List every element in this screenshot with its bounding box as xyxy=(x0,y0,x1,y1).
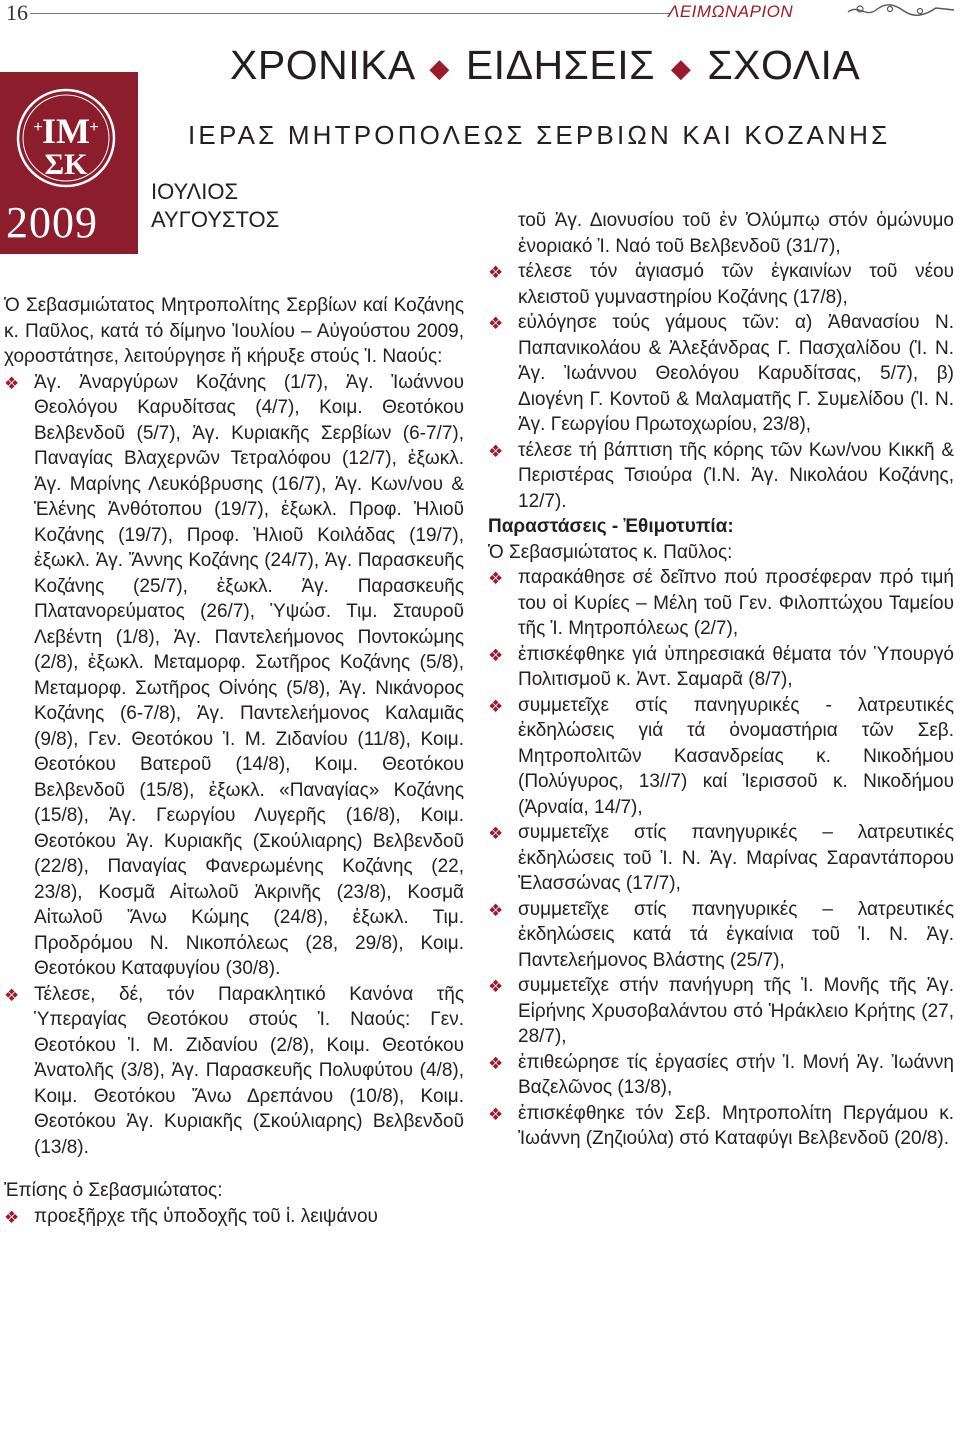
svg-text:ΙΜ: ΙΜ xyxy=(42,111,90,151)
diamond-bullet-icon: ❖ xyxy=(488,314,504,333)
intro-paragraph: Ὁ Σεβασμιώτατος Μητροπολίτης Σερβίων καί Κοζάνης κ. Παῦλος, κατά τό δίμηνο Ἰουλίου – Αὐγούστου 2009, χοροστάτησε, λειτούργησε ἤ κήρυξε στούς Ἱ. Ναούς: xyxy=(4,295,464,367)
year-label: 2009 xyxy=(6,198,98,247)
diamond-bullet-icon: ❖ xyxy=(4,1207,20,1227)
second-intro: Ἐπίσης ὁ Σεβασμιώτατος: xyxy=(4,1180,223,1201)
list-item xyxy=(488,565,954,642)
svg-text:ΣΚ: ΣΚ xyxy=(44,148,88,181)
list-item-text: ἐπιθεώρησε τίς ἐργασίες στήν Ἱ. Μονή Ἁγ. Ἰωάννη Βαζελῶνος (13/8), xyxy=(518,1051,954,1098)
list-item-text: συμμετεῖχε στίς πανηγυρικές – λατρευτικές ἐκδηλώσεις κατά τά ἐγκαίνια τοῦ Ἱ. Ν. Ἁγ. Παντελεήμονος Βλάστης (25/7), xyxy=(518,898,954,971)
diamond-bullet-icon: ❖ xyxy=(488,977,504,996)
list-item-text: Τέλεσε, δέ, τόν Παρακλητικό Κανόνα τῆς Ὑπεραγίας Θεοτόκου στούς Ἱ. Ναούς: Γεν. Θεοτόκου Ἱ. Μ. Ζιδανίου (2/8), Κοιμ. Θεοτόκου Ἀνατολῆς (3/8), Ἁγ. Παρασκευῆς Πολυφύτου (4/8), Κοιμ. Θεοτόκου Ἄνω Δρεπάνου (10/8), Κοιμ. Θεοτόκου Ἁγ. Κυριακῆς (Σκούλιαρης) Βελβενδοῦ (13/8). xyxy=(34,983,464,1158)
title-part: ΣΧΟΛΙΑ xyxy=(707,42,861,88)
list-item-text: προεξῆρχε τῆς ὑποδοχῆς τοῦ ἱ. λειψάνου xyxy=(34,1205,378,1227)
section-heading: Παραστάσεις - Ἐθιμοτυπία: xyxy=(488,516,734,537)
svg-text:+: + xyxy=(33,119,43,136)
header-rule xyxy=(30,13,670,14)
diamond-icon: ◆ xyxy=(429,52,450,83)
diamond-bullet-icon: ❖ xyxy=(488,645,504,665)
list-item xyxy=(488,438,954,515)
right-column xyxy=(488,208,954,1152)
list-item-text: συμμετεῖχε στίς πανηγυρικές – λατρευτικές ἐκδηλώσεις τοῦ Ἱ. Ν. Ἁγ. Μαρίνας Σαραντάπορου Ἐλασσώνας (17/7), xyxy=(518,822,954,894)
list-item-text: τέλεσε τή βάπτιση τῆς κόρης τῶν Κων/νου Κικκῆ & Περιστέρας Τσιούρα (Ἱ.Ν. Ἁγ. Νικολάου Κοζάνης, 12/7). xyxy=(518,439,954,512)
list-item-text: συμμετεῖχε στίς πανηγυρικές - λατρευτικές ἐκδηλώσεις γιά τά ὀνομαστήρια τῶν Σεβ. Μητροπολιτῶν Κασανδρείας κ. Νικοδήμου (Πολύγυρος, 13//7) καί Ἱερισσοῦ κ. Νικοδήμου (Ἀρναία, 14/7), xyxy=(518,694,954,818)
scroll-ornament-icon xyxy=(846,2,956,18)
diamond-bullet-icon: ❖ xyxy=(488,1104,504,1124)
svg-text:+: + xyxy=(89,119,99,136)
month: ΙΟΥΛΙΟΣ xyxy=(151,179,239,204)
list-item-text: παρακάθησε σέ δεῖπνο πού προσέφεραν πρό τιμή του οἱ Κυρίες – Μέλη τοῦ Γεν. Φιλοπτώχου Ταμείου τῆς Ἱ. Μητροπόλεως (2/7), xyxy=(518,567,954,639)
metropolis-subtitle: ΙΕΡΑΣ ΜΗΤΡΟΠΟΛΕΩΣ ΣΕΡΒΙΩΝ ΚΑΙ ΚΟΖΑΝΗΣ xyxy=(188,120,891,150)
list-item-text: εὐλόγησε τούς γάμους τῶν: α) Ἀθανασίου Ν. Παπανικολάου & Ἀλεξάνδρας Γ. Πασχαλίδου (Ἱ. Ν. Ἁγ. Ἰωάννου Θεολόγου Καρυδίτσας, 5/7), β) Διογένη Γ. Κοντοῦ & Μαλαματῆς Γ. Συμελίδου (Ἱ. Ν. Ἁγ. Γεωργίου Πρωτοχωρίου, 23/8), xyxy=(518,312,954,435)
title-part: ΕΙΔΗΣΕΙΣ xyxy=(465,42,655,88)
list-item xyxy=(488,897,954,974)
diamond-bullet-icon: ❖ xyxy=(488,569,504,588)
list-item xyxy=(488,259,954,310)
diamond-bullet-icon: ❖ xyxy=(488,441,504,461)
list-item xyxy=(4,982,464,1161)
magazine-name: ΛΕΙΜΩΝΑΡΙΟΝ xyxy=(668,2,794,21)
list-item xyxy=(488,310,954,438)
months-label xyxy=(151,178,279,234)
month: ΑΥΓΟΥΣΤΟΣ xyxy=(151,207,280,232)
list-item xyxy=(488,1050,954,1101)
list-item-text: ἐπισκέφθηκε γιά ὑπηρεσιακά θέματα τόν Ὑπουργό Πολιτισμοῦ κ. Ἀντ. Σαμαρᾶ (8/7), xyxy=(518,643,954,690)
diamond-bullet-icon: ❖ xyxy=(488,263,504,282)
diamond-icon: ◆ xyxy=(670,52,692,83)
diamond-bullet-icon: ❖ xyxy=(488,900,504,920)
list-item xyxy=(4,1204,464,1230)
diamond-bullet-icon: ❖ xyxy=(488,824,504,843)
diamond-bullet-icon: ❖ xyxy=(488,696,504,716)
list-item-text: Ἁγ. Ἀναργύρων Κοζάνης (1/7), Ἁγ. Ἰωάννου Θεολόγου Καρυδίτσας (4/7), Κοιμ. Θεοτόκου Βελβενδοῦ (5/7), Ἁγ. Κυριακῆς Σερβίων (6-7/7), Παναγίας Βλαχερνῶν Τετραλόφου (12/7), ἐξωκλ. Ἁγ. Μαρίνης Λευκόβρυσης (16/7), Ἁγ. Κων/νου & Ἑλένης Ἀνθότοπου (19/7), ἐξωκλ. Προφ. Ἠλιοῦ Κοζάνης (19/7), Προφ. Ἠλιοῦ Κοιλάδας (19/7), ἐξωκλ. Ἁγ. Ἄννης Κοζάνης (24/7), Ἁγ. Παρασκευῆς Κοζάνης (25/7), ἐξωκλ. Ἁγ. Παρασκευῆς Πλατανορεύματος (26/7), Ὑψώσ. Τιμ. Σταυροῦ Λεβέντη (1/8), Ἁγ. Παντελεήμονος Ποντοκώμης (2/8), ἐξωκλ. Μεταμορφ. Σωτῆρος Κοζάνης (5/8), Μεταμορφ. Σωτῆρος Οἰνόης (5/8), Ἁγ. Νικάνορος Κοζάνης (6-7/8), Ἁγ. Παντελεήμονος Καλαμιᾶς (9/8), Γεν. Θεοτόκου Ἱ. Μ. Ζιδανίου (11/8), Κοιμ. Θεοτόκου Βατεροῦ (14/8), Κοιμ. Θεοτόκου Βελβενδοῦ (15/8), ἐξωκλ. «Παναγίας» Κοζάνης (15/8), Ἁγ. Γεωργίου Λυγερῆς (16/8), Κοιμ. Θεοτόκου Ἁγ. Κυριακῆς (Σκούλιαρης) Βελβενδοῦ (22/8), Παναγίας Φανερωμένης Κοζάνης (22, 23/8), Κοσμᾶ Αἰτωλοῦ Ἀκρινῆς (23/8), Κοσμᾶ Αἰτωλοῦ Ἄνω Κώμης (24/8), ἐξωκλ. Τιμ. Προδρόμου Ν. Νικοπόλεως (28, 29/8), Κοιμ. Θεοτόκου Καταφυγίου (30/8). xyxy=(34,371,464,979)
monogram-seal-icon xyxy=(0,72,138,197)
list-item xyxy=(488,642,954,693)
diamond-bullet-icon: ❖ xyxy=(4,985,20,1005)
continuation-text: τοῦ Ἁγ. Διονυσίου τοῦ ἐν Ὀλύμπῳ στόν ὁμώνυμο ἐνοριακό Ἱ. Ναό τοῦ Βελβενδοῦ (31/7), xyxy=(518,210,954,257)
section-title xyxy=(230,42,860,89)
spacer xyxy=(4,1160,464,1178)
list-item xyxy=(4,370,464,982)
list-item xyxy=(488,693,954,821)
list-item-text: ἐπισκέφθηκε τόν Σεβ. Μητροπολίτη Περγάμου κ. Ἰωάννη (Ζηζιούλα) στό Καταφύγι Βελβενδοῦ (20/8). xyxy=(518,1102,954,1149)
title-part: ΧΡΟΝΙΚΑ xyxy=(230,42,414,88)
diamond-bullet-icon: ❖ xyxy=(488,1053,504,1073)
list-item-text: τέλεσε τόν ἁγιασμό τῶν ἐγκαινίων τοῦ νέου κλειστοῦ γυμναστηρίου Κοζάνης (17/8), xyxy=(518,261,954,308)
list-item xyxy=(488,820,954,897)
list-item-text: συμμετεῖχε στήν πανήγυρη τῆς Ἱ. Μονῆς τῆς Ἁγ. Εἰρήνης Χρυσοβαλάντου στό Ἡράκλειο Κρήτης (27, 28/7), xyxy=(518,975,954,1047)
diamond-bullet-icon: ❖ xyxy=(4,373,20,393)
left-column xyxy=(4,293,464,1229)
page-number: 16 xyxy=(6,0,28,25)
list-item xyxy=(488,973,954,1050)
list-item xyxy=(488,1101,954,1152)
section-intro: Ὁ Σεβασμιώτατος κ. Παῦλος: xyxy=(488,541,733,563)
